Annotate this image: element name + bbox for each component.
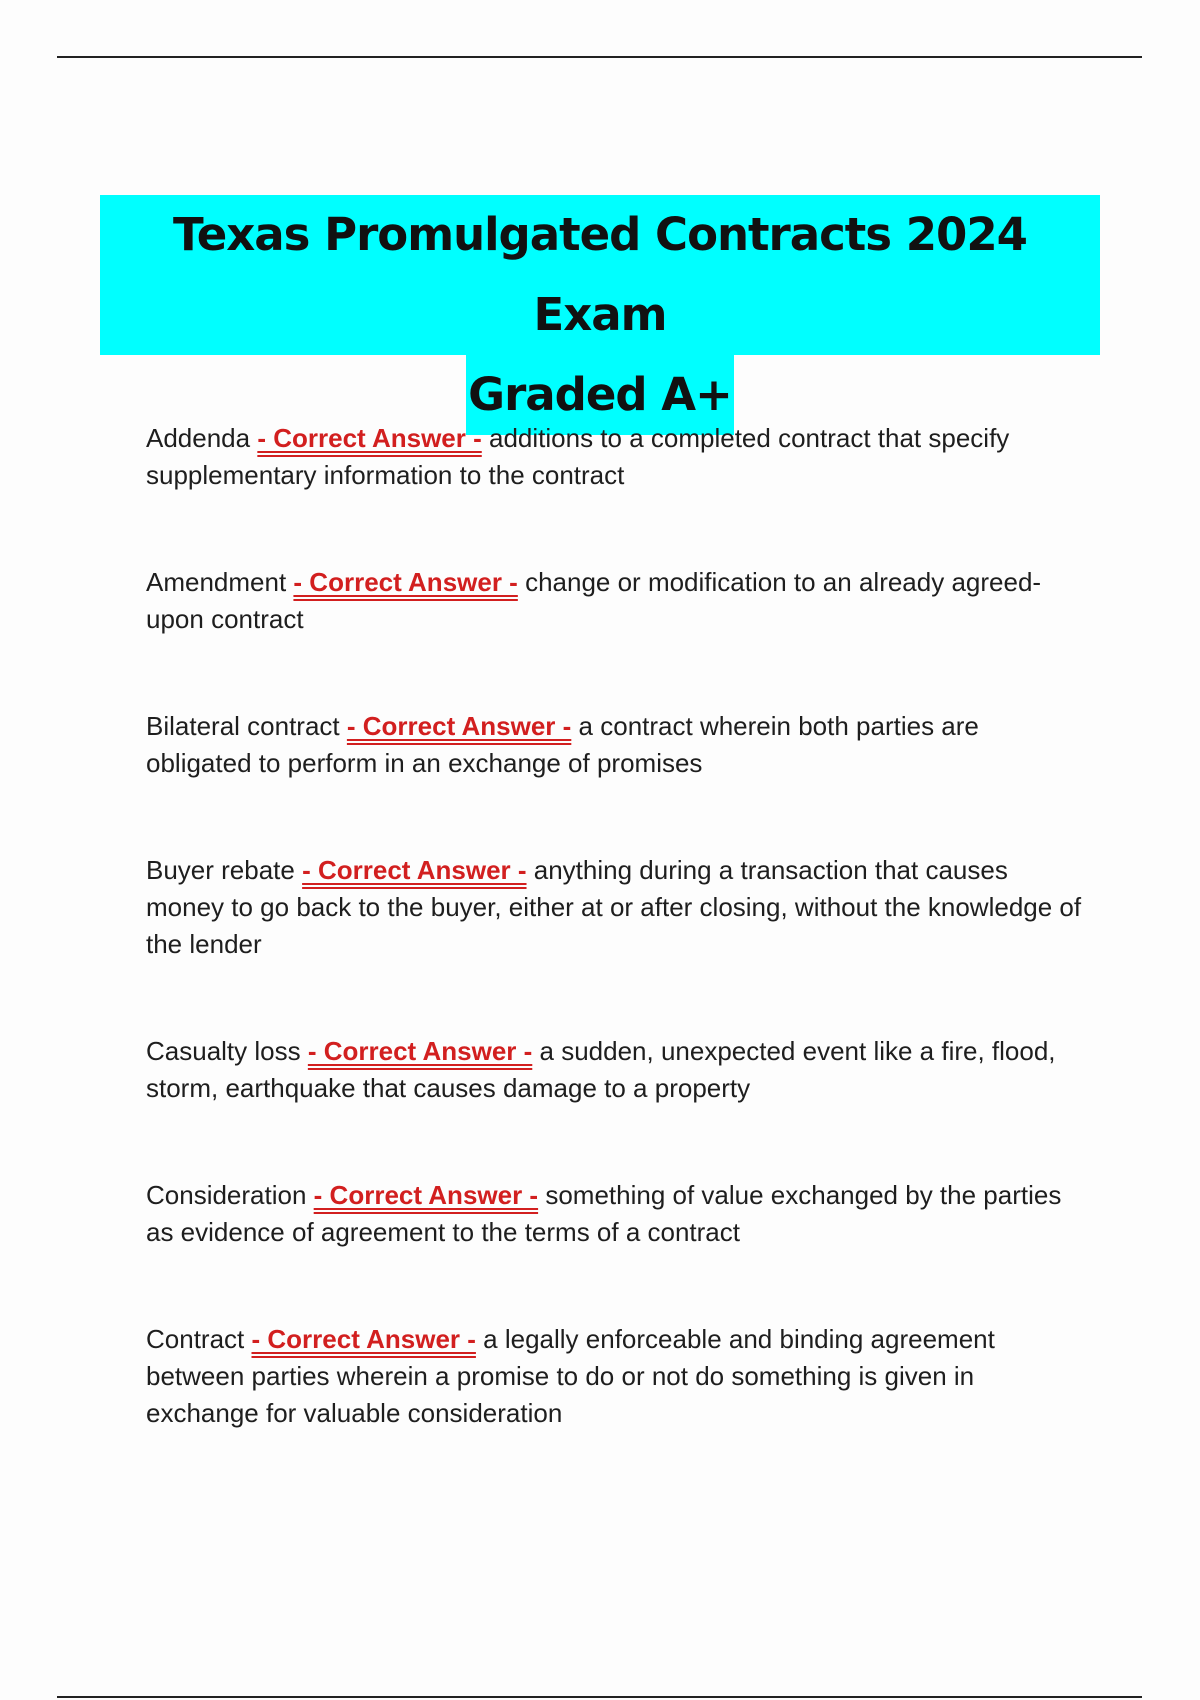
entry-term: Consideration	[146, 1180, 307, 1210]
correct-answer-marker: - Correct Answer -	[307, 1036, 533, 1066]
top-rule	[57, 56, 1142, 58]
entry-definition: anything during a transaction that causes money to go back to the buyer, either at or after closing, without the knowledge of the lender	[146, 855, 1082, 959]
title-line-1: Texas Promulgated Contracts 2024 Exam	[100, 195, 1100, 355]
entry-term: Bilateral contract	[146, 711, 340, 741]
correct-answer-marker: - Correct Answer -	[302, 855, 527, 885]
entry-buyer-rebate	[146, 852, 1086, 963]
correct-answer-marker: - Correct Answer -	[251, 1324, 476, 1354]
document-title	[100, 195, 1100, 435]
title-line-2: Graded A+	[466, 355, 734, 435]
entry-term: Contract	[146, 1324, 245, 1354]
entry-term: Casualty loss	[146, 1036, 301, 1066]
entry-amendment	[146, 564, 1086, 638]
entry-definition: something of value exchanged by the parties as evidence of agreement to the terms of a contract	[146, 1180, 1062, 1247]
correct-answer-marker: - Correct Answer -	[346, 711, 572, 741]
entry-term: Buyer rebate	[146, 855, 295, 885]
entry-addenda	[146, 420, 1086, 494]
correct-answer-marker: - Correct Answer -	[293, 567, 518, 597]
entry-definition: change or modification to an already agreed-upon contract	[146, 567, 1042, 634]
entry-casualty-loss	[146, 1033, 1086, 1107]
correct-answer-marker: - Correct Answer -	[313, 1180, 539, 1210]
entry-definition: additions to a completed contract that specify supplementary information to the contract	[146, 423, 1010, 490]
entry-term: Amendment	[146, 567, 287, 597]
entry-definition: a contract wherein both parties are obligated to perform in an exchange of promises	[146, 711, 979, 778]
entry-consideration	[146, 1177, 1086, 1251]
entry-list	[146, 420, 1086, 1432]
entry-bilateral-contract	[146, 708, 1086, 782]
correct-answer-marker: - Correct Answer -	[257, 423, 482, 453]
entry-term: Addenda	[146, 423, 251, 453]
entry-definition: a legally enforceable and binding agreement between parties wherein a promise to do or not do something is given in exchange for valuable consideration	[146, 1324, 995, 1428]
entry-contract	[146, 1321, 1086, 1432]
bottom-rule	[57, 1696, 1142, 1698]
entry-definition: a sudden, unexpected event like a fire, flood, storm, earthquake that causes damage to a property	[146, 1036, 1056, 1103]
